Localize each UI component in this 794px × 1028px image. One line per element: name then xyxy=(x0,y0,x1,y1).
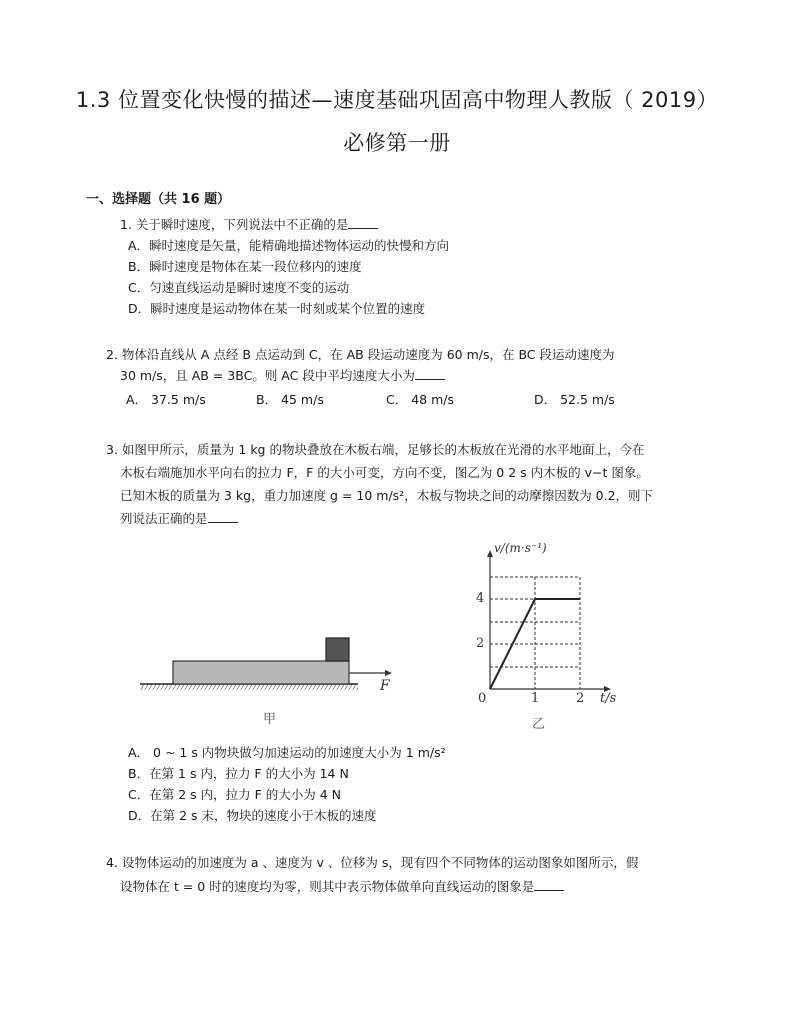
section-heading: 一、选择题（共 16 题） xyxy=(86,192,231,207)
option-a: A．瞬时速度是矢量，能精确地描述物体运动的快慢和方向 xyxy=(128,238,450,253)
option-c: C． 48 m/s xyxy=(386,392,454,407)
y-tick-2: 2 xyxy=(476,636,485,651)
figure-jia xyxy=(135,630,405,730)
question-stem xyxy=(106,344,615,386)
y-axis-label: v/(m·s⁻¹) xyxy=(494,541,547,555)
option-b: B． 45 m/s xyxy=(256,392,324,407)
y-tick-4: 4 xyxy=(476,591,485,606)
answer-blank xyxy=(534,878,564,891)
question-text: 关于瞬时速度，下列说法中不正确的是 xyxy=(135,217,349,232)
question-number: 2. xyxy=(106,347,118,362)
document-title: 1.3 位置变化快慢的描述—速度基础巩固高中物理人教版（ 2019） xyxy=(75,88,719,112)
x-tick-2: 2 xyxy=(576,691,585,706)
question-number: 1. xyxy=(120,217,132,232)
question-text: 如图甲所示，质量为 1 kg 的物块叠放在木板右端，足够长的木板放在光滑的水平地面上，今在 xyxy=(121,442,645,457)
question-stem xyxy=(120,214,378,235)
answer-blank xyxy=(415,367,445,380)
question-text: 木板右端施加水平向右的拉力 F，F 的大小可变，方向不变，图乙为 0 2 s 内木板的 v−t 图象。 xyxy=(120,465,649,480)
option-c: C．匀速直线运动是瞬时速度不变的运动 xyxy=(128,280,350,295)
question-stem xyxy=(106,851,638,899)
question-number: 3. xyxy=(106,442,118,457)
block xyxy=(326,638,349,661)
ground-hatch xyxy=(140,684,358,690)
figure-caption-jia: 甲 xyxy=(263,712,277,727)
option-c: C．在第 2 s 内，拉力 F 的大小为 4 N xyxy=(128,787,342,802)
figure-yi-vt-chart xyxy=(470,541,630,735)
figure-caption-yi: 乙 xyxy=(532,717,546,732)
option-a: A． 37.5 m/s xyxy=(126,392,206,407)
option-a: A． 0 ~ 1 s 内物块做匀加速运动的加速度大小为 1 m/s² xyxy=(128,745,446,760)
vt-graph xyxy=(470,545,630,705)
answer-blank xyxy=(208,510,238,523)
question-text: 设物体运动的加速度为 a 、速度为 v 、位移为 s，现有四个不同物体的运动图象如图所示，假 xyxy=(121,855,639,870)
answer-blank xyxy=(348,216,378,229)
force-label: F xyxy=(380,678,390,694)
question-text: 已知木板的质量为 3 kg，重力加速度 g = 10 m/s²，木板与物块之间的动摩擦因数为 0.2，则下 xyxy=(120,488,654,503)
question-text: 列说法正确的是 xyxy=(120,511,208,526)
x-axis-label: t/s xyxy=(600,691,617,706)
option-d: D． 52.5 m/s xyxy=(534,392,615,407)
x-tick-0: 0 xyxy=(478,691,487,706)
question-text: 30 m/s，且 AB = 3BC。则 AC 段中平均速度大小为 xyxy=(120,368,415,383)
option-d: D．在第 2 s 末，物块的速度小于木板的速度 xyxy=(128,808,377,823)
board-block-diagram xyxy=(135,630,405,700)
option-b: B．瞬时速度是物体在某一段位移内的速度 xyxy=(128,259,362,274)
question-number: 4. xyxy=(106,855,118,870)
option-b: B．在第 1 s 内，拉力 F 的大小为 14 N xyxy=(128,766,349,781)
board xyxy=(173,661,349,684)
option-d: D．瞬时速度是运动物体在某一时刻或某个位置的速度 xyxy=(128,301,426,316)
document-subtitle: 必修第一册 xyxy=(343,131,451,155)
question-stem xyxy=(106,438,653,530)
x-tick-1: 1 xyxy=(531,691,540,706)
question-text: 物体沿直线从 A 点经 B 点运动到 C，在 AB 段运动速度为 60 m/s，在 BC 段运动速度为 xyxy=(121,347,615,362)
question-text: 设物体在 t = 0 时的速度均为零，则其中表示物体做单向直线运动的图象是 xyxy=(120,879,535,894)
